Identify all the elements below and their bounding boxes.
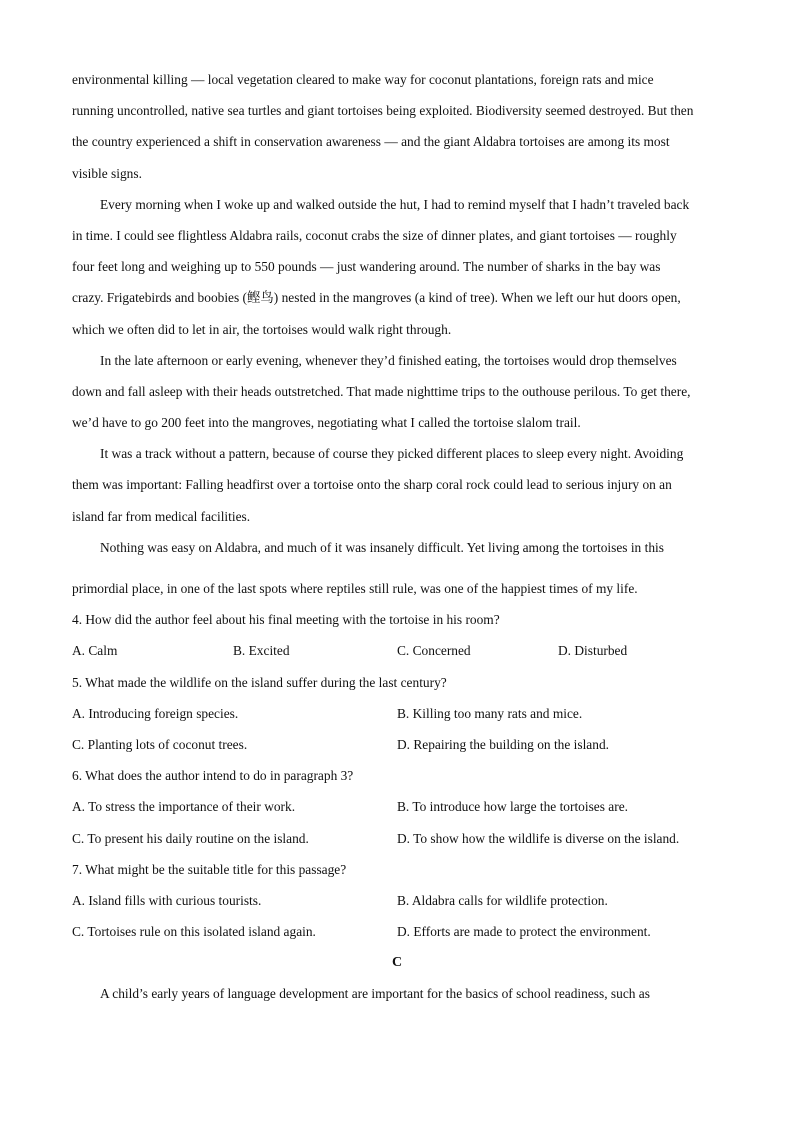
passage-line: Nothing was easy on Aldabra, and much of it was insanely difficult. Yet living among the tortoises in this: [100, 539, 664, 555]
passage-line: In the late afternoon or early evening, whenever they’d finished eating, the tortoises would drop themselves: [100, 352, 677, 368]
option-b: B. Killing too many rats and mice.: [397, 705, 583, 721]
passage-line: island far from medical facilities.: [72, 508, 251, 524]
options-row: [72, 635, 722, 666]
section-heading: C: [391, 955, 403, 971]
passage-line: four feet long and weighing up to 550 pounds — just wandering around. The number of sharks in the bay was: [72, 259, 661, 275]
passage-line: we’d have to go 200 feet into the mangroves, negotiating what I called the tortoise slalom trail.: [72, 415, 581, 431]
question-4: [72, 604, 722, 666]
passage-line: the country experienced a shift in conservation awareness — and the giant Aldabra tortoises are among its most: [72, 134, 670, 150]
option-a: A. To stress the importance of their work.: [72, 799, 296, 815]
passage-line: Every morning when I woke up and walked outside the hut, I had to remind myself that I hadn’t traveled back: [100, 196, 690, 212]
passage-line: environmental killing — local vegetation cleared to make way for coconut plantations, foreign rats and mice: [72, 72, 654, 87]
option-d: D. Disturbed: [558, 643, 628, 659]
option-a: A. Introducing foreign species.: [72, 705, 239, 721]
option-d: D. To show how the wildlife is diverse on the island.: [397, 830, 680, 846]
passage-line: primordial place, in one of the last spots where reptiles still rule, was one of the happiest times of my life.: [72, 581, 638, 596]
question-stem: 4. How did the author feel about his final meeting with the tortoise in his room?: [72, 612, 500, 628]
option-d: D. Repairing the building on the island.: [397, 736, 609, 752]
question-6: [72, 760, 722, 854]
options-row: [72, 791, 722, 822]
options-row: [72, 698, 722, 729]
line-gap: [72, 563, 722, 573]
option-a: A. Calm: [72, 643, 118, 659]
passage-line: down and fall asleep with their heads outstretched. That made nighttime trips to the outhouse perilous. To get there,: [72, 383, 691, 399]
passage-line: A child’s early years of language development are important for the basics of school readiness, such as: [100, 986, 650, 1002]
passage-line: It was a track without a pattern, because of course they picked different places to sleep every night. Avoiding: [100, 446, 684, 462]
option-a: A. Island fills with curious tourists.: [72, 892, 262, 908]
option-c: C. Planting lots of coconut trees.: [72, 736, 248, 752]
question-7: [72, 854, 722, 948]
passage-line: them was important: Falling headfirst over a tortoise onto the sharp coral rock could lead to serious injury on an: [72, 477, 672, 493]
option-b: B. To introduce how large the tortoises are.: [397, 799, 628, 815]
passage-line: running uncontrolled, native sea turtles and giant tortoises being exploited. Biodiversity seemed destroyed. But then: [72, 103, 694, 119]
question-stem: 7. What might be the suitable title for this passage?: [72, 861, 347, 877]
passage-b: [72, 64, 722, 604]
options-row: [72, 729, 722, 760]
passage-line: which we often did to let in air, the tortoises would walk right through.: [72, 321, 452, 337]
passage-line: visible signs.: [72, 165, 142, 181]
passage-line: in time. I could see flightless Aldabra rails, coconut crabs the size of dinner plates, and giant tortoises — roughly: [72, 227, 677, 243]
options-row: [72, 885, 722, 916]
question-stem: 6. What does the author intend to do in paragraph 3?: [72, 768, 354, 784]
question-stem: 5. What made the wildlife on the island suffer during the last century?: [72, 674, 447, 690]
question-5: [72, 667, 722, 761]
options-row: [72, 823, 722, 854]
option-d: D. Efforts are made to protect the environment.: [397, 924, 651, 940]
option-b: B. Excited: [233, 643, 290, 659]
option-c: C. Tortoises rule on this isolated island again.: [72, 924, 316, 940]
option-c: C. Concerned: [397, 643, 471, 659]
options-row: [72, 916, 722, 947]
option-b: B. Aldabra calls for wildlife protection.: [397, 892, 608, 908]
option-c: C. To present his daily routine on the island.: [72, 830, 309, 846]
passage-line: crazy. Frigatebirds and boobies (鲣鸟) nested in the mangroves (a kind of tree). When we left our hut doors open,: [72, 290, 681, 306]
